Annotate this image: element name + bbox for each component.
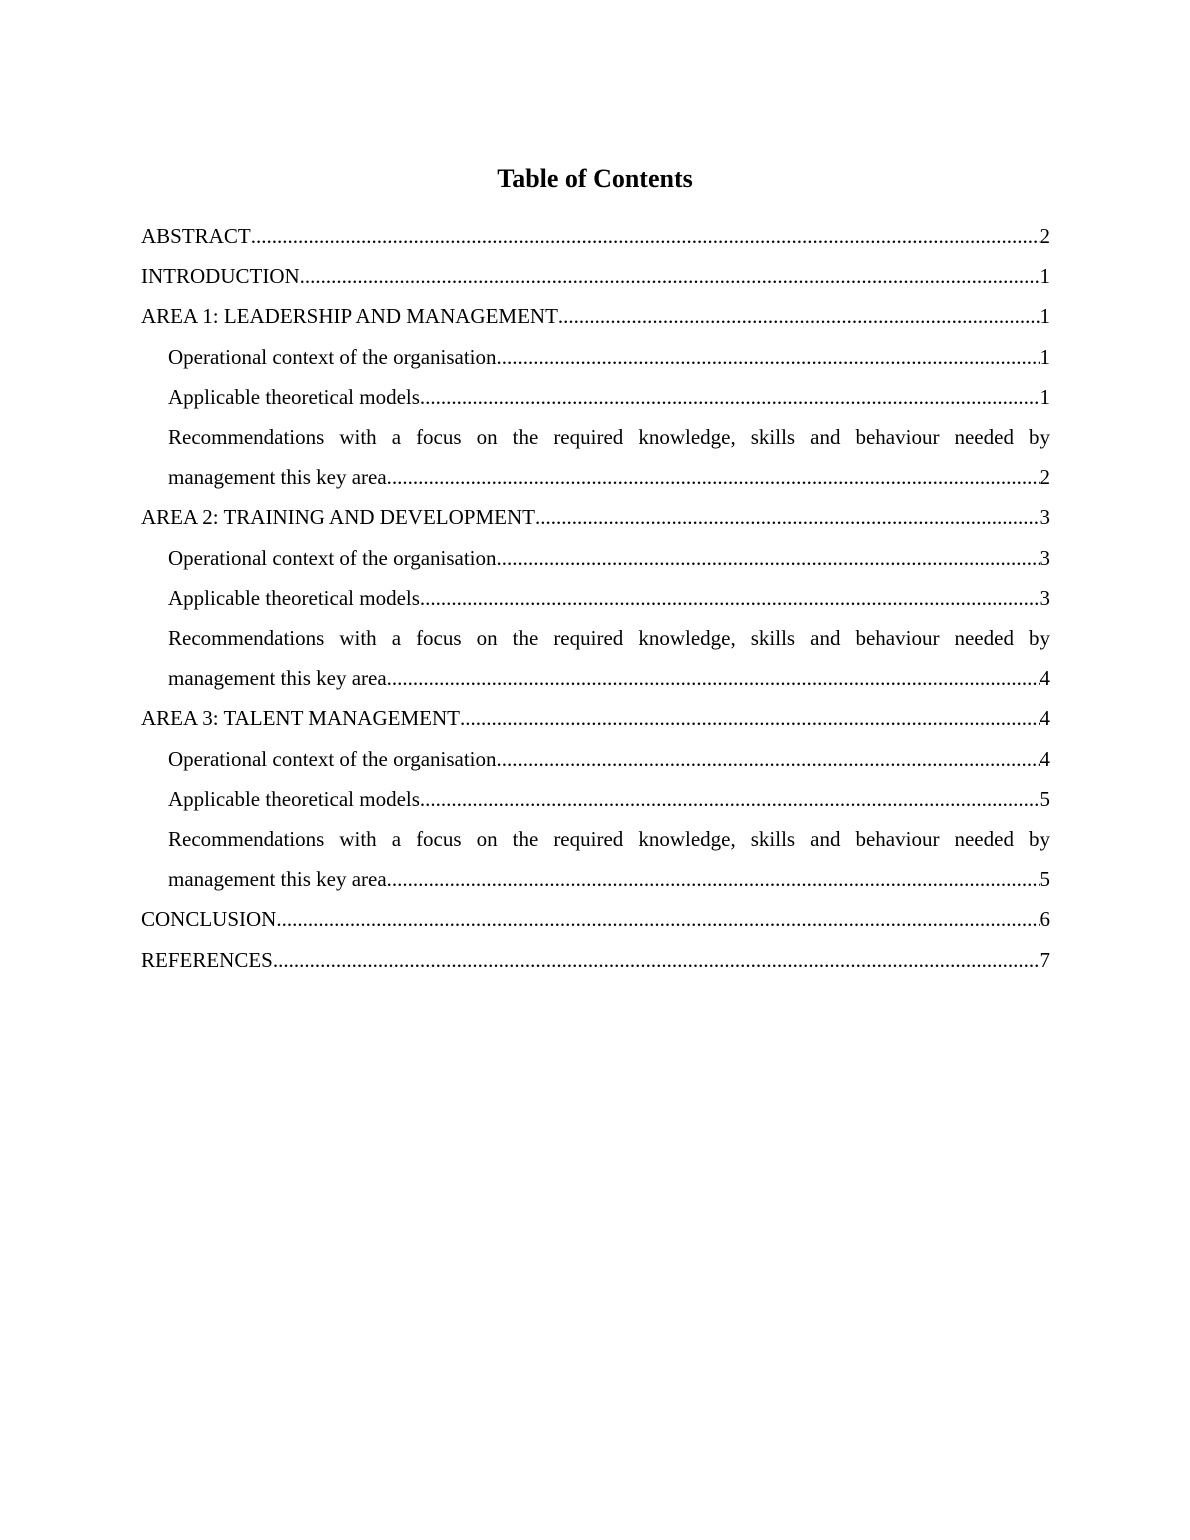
toc-entry-label: REFERENCES bbox=[141, 947, 273, 972]
toc-entry-label: ABSTRACT bbox=[141, 224, 251, 248]
toc-entry-label: Applicable theoretical models bbox=[168, 585, 420, 610]
table-of-contents bbox=[141, 216, 1050, 980]
toc-entry-conclusion[interactable] bbox=[141, 899, 1050, 939]
toc-entry-area-1[interactable] bbox=[141, 296, 1050, 336]
leader-dots bbox=[387, 457, 1040, 497]
toc-entry-label: management this key area bbox=[168, 666, 387, 691]
leader-dots bbox=[497, 337, 1040, 377]
leader-dots bbox=[497, 739, 1040, 779]
leader-dots bbox=[273, 940, 1040, 980]
toc-entry-label: management this key area bbox=[168, 465, 387, 490]
leader-dots bbox=[535, 497, 1040, 537]
toc-entry-area-3-recommendations[interactable] bbox=[141, 859, 1050, 899]
toc-entry-label: AREA 3: TALENT MANAGEMENT bbox=[141, 706, 460, 731]
toc-page-number: 1 bbox=[1039, 384, 1050, 409]
toc-entry-label: AREA 1: LEADERSHIP AND MANAGEMENT bbox=[141, 304, 558, 329]
toc-entry-area-1-recommendations[interactable] bbox=[141, 457, 1050, 497]
toc-entry-label: Operational context of the organisation bbox=[168, 545, 497, 570]
toc-entry-area-2[interactable] bbox=[141, 497, 1050, 537]
toc-page-number: 3 bbox=[1039, 505, 1050, 530]
toc-entry-label: Applicable theoretical models bbox=[168, 786, 420, 811]
leader-dots bbox=[251, 216, 1040, 256]
toc-entry-area-2-theoretical-models[interactable] bbox=[141, 578, 1050, 618]
toc-entry-area-3-recommendations-line-1[interactable]: Recommendations with a focus on the required knowledge, skills and behaviour needed by bbox=[168, 827, 1050, 852]
toc-entry-label: Operational context of the organisation bbox=[168, 344, 497, 369]
toc-page-number: 1 bbox=[1039, 344, 1050, 369]
toc-page-number: 3 bbox=[1039, 545, 1050, 570]
leader-dots bbox=[420, 578, 1040, 618]
toc-title: Table of Contents bbox=[497, 164, 693, 193]
toc-entry-label: Applicable theoretical models bbox=[168, 384, 420, 409]
leader-dots bbox=[497, 538, 1040, 578]
toc-entry-label: INTRODUCTION bbox=[141, 264, 300, 289]
toc-page-number: 1 bbox=[1039, 264, 1050, 289]
toc-entry-area-3[interactable] bbox=[141, 698, 1050, 738]
toc-entry-area-1-operational-context[interactable] bbox=[141, 337, 1050, 377]
toc-page-number: 5 bbox=[1039, 867, 1050, 892]
toc-entry-area-2-recommendations-line-1[interactable]: Recommendations with a focus on the required knowledge, skills and behaviour needed by bbox=[168, 626, 1050, 651]
toc-entry-area-2-recommendations[interactable] bbox=[141, 658, 1050, 698]
toc-entry-label: CONCLUSION bbox=[141, 907, 277, 932]
leader-dots bbox=[387, 859, 1040, 899]
toc-entry-area-3-theoretical-models[interactable] bbox=[141, 779, 1050, 819]
toc-page-number: 3 bbox=[1039, 585, 1050, 610]
toc-entry-area-2-operational-context[interactable] bbox=[141, 538, 1050, 578]
toc-entry-introduction[interactable] bbox=[141, 256, 1050, 296]
toc-entry-area-1-recommendations-line-1[interactable]: Recommendations with a focus on the required knowledge, skills and behaviour needed by bbox=[168, 425, 1050, 450]
toc-entry-area-1-theoretical-models[interactable] bbox=[141, 377, 1050, 417]
toc-entry-label: Operational context of the organisation bbox=[168, 746, 497, 771]
toc-page-number: 1 bbox=[1039, 304, 1050, 329]
leader-dots bbox=[276, 899, 1039, 939]
toc-entry-label: AREA 2: TRAINING AND DEVELOPMENT bbox=[141, 505, 535, 530]
toc-page-number: 4 bbox=[1039, 666, 1050, 691]
toc-page-number: 2 bbox=[1039, 465, 1050, 490]
toc-page-number: 6 bbox=[1039, 907, 1050, 932]
leader-dots bbox=[387, 658, 1040, 698]
leader-dots bbox=[420, 779, 1040, 819]
toc-page-number: 4 bbox=[1039, 746, 1050, 771]
toc-entry-area-3-operational-context[interactable] bbox=[141, 739, 1050, 779]
leader-dots bbox=[300, 256, 1040, 296]
leader-dots bbox=[460, 698, 1040, 738]
toc-page-number: 4 bbox=[1039, 706, 1050, 731]
toc-page-number: 5 bbox=[1039, 786, 1050, 811]
toc-entry-abstract[interactable] bbox=[141, 216, 1050, 256]
toc-page-number: 2 bbox=[1039, 224, 1050, 248]
toc-page-number: 7 bbox=[1039, 947, 1050, 972]
toc-entry-label: management this key area bbox=[168, 867, 387, 892]
leader-dots bbox=[420, 377, 1040, 417]
leader-dots bbox=[558, 296, 1040, 336]
toc-entry-references[interactable] bbox=[141, 940, 1050, 980]
